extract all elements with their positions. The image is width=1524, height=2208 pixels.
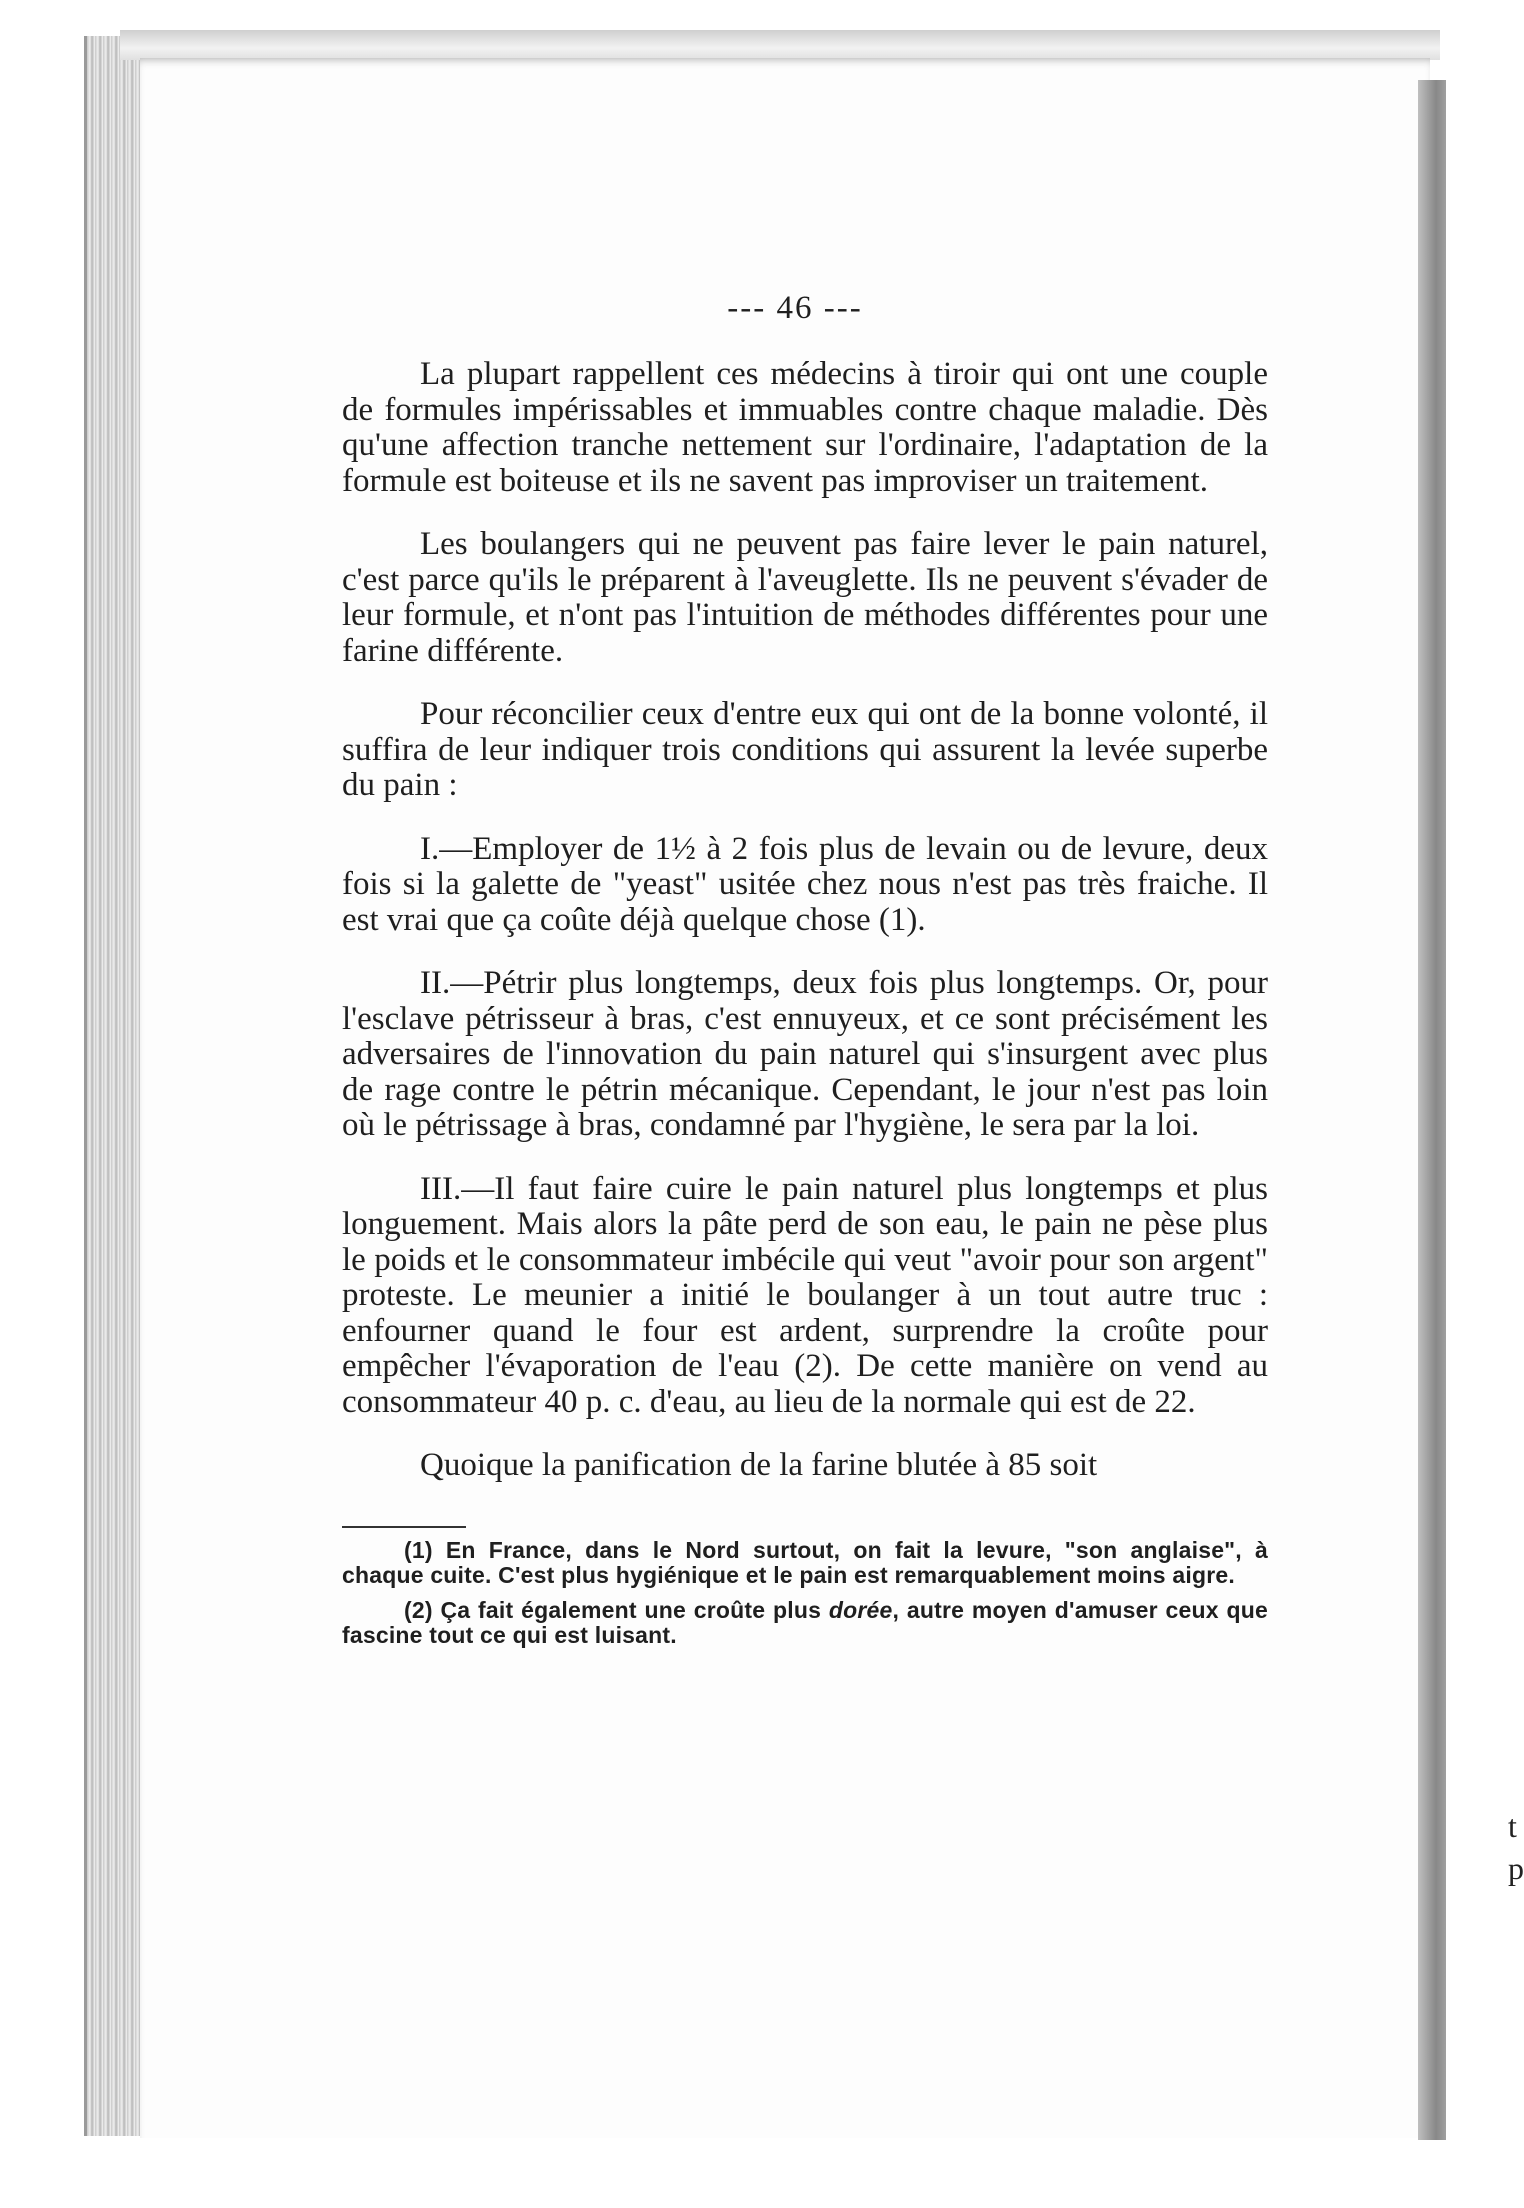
paragraph-item-1: I.—Employer de 1½ à 2 fois plus de levain ou de levure, deux fois si la galette de "yeast" usitée chez nous n'est pas très fraiche. Il est vrai que ça coûte déjà quelque chose (1). <box>342 830 1268 938</box>
scan-margin <box>0 0 90 2208</box>
footnote-divider <box>342 1526 466 1528</box>
footnote-2-emphasis: dorée <box>828 1596 893 1623</box>
footnote-1: (1) En France, dans le Nord surtout, on fait la levure, "son anglaise", à chaque cuite. C'est plus hygiénique et le pain est remarquablement moins aigre. <box>342 1536 1268 1588</box>
footnote-2-text-end: , autre moyen d'amuser ceux que fascine tout ce qui est luisant. <box>342 1596 1268 1648</box>
paragraph: Les boulangers qui ne peuvent pas faire lever le pain naturel, c'est parce qu'ils le préparent à l'aveuglette. Ils ne peuvent s'évader de leur formule, et n'ont pas l'intuition de méthodes différentes pour une farine différente. <box>342 526 1268 669</box>
next-page-fragment: p <box>1508 1850 1524 1886</box>
page-number: --- 46 --- <box>727 290 863 326</box>
page-content <box>342 290 1268 1658</box>
next-page-fragment: t <box>1508 1808 1517 1844</box>
paragraph: La plupart rappellent ces médecins à tiroir qui ont une couple de formules impérissables et immuables contre chaque maladie. Dès qu'une affection tranche nettement sur l'ordinaire, l'adaptation de la formule est boiteuse et ils ne savent pas improviser un traitement. <box>342 356 1268 499</box>
footnote-2 <box>342 1598 1268 1648</box>
paragraph: Quoique la panification de la farine blutée à 85 soit <box>420 1447 1098 1483</box>
paragraph: Pour réconcilier ceux d'entre eux qui ont de la bonne volonté, il suffira de leur indiquer trois conditions qui assurent la levée superbe du pain : <box>342 696 1268 803</box>
page-stack-edges <box>84 36 147 2136</box>
footnote-2-text: (2) Ça fait également une croûte plus <box>404 1596 829 1623</box>
gutter-shadow <box>1418 80 1448 2140</box>
paragraph-item-3: III.—Il faut faire cuire le pain naturel plus longtemps et plus longuement. Mais alors la pâte perd de son eau, le pain ne pèse plus le poids et le consommateur imbécile qui veut "avoir pour son argent" proteste. Le meunier a initié le boulanger à un tout autre truc : enfourner quand le four est ardent, surprendre la croûte pour empêcher l'évaporation de l'eau (2). De cette manière on vend au consommateur 40 p. c. d'eau, au lieu de la normale qui est de 22. <box>342 1170 1268 1420</box>
paragraph-item-2: II.—Pétrir plus longtemps, deux fois plus longtemps. Or, pour l'esclave pétrisseur à bras, c'est ennuyeux, et ce sont précisément les adversaires de l'innovation du pain naturel qui s'insurgent avec plus de rage contre le pétrin mécanique. Cependant, le jour n'est pas loin où le pétrissage à bras, condamné par l'hygiène, le sera par la loi. <box>342 965 1268 1143</box>
page-top-edge <box>120 30 1440 60</box>
